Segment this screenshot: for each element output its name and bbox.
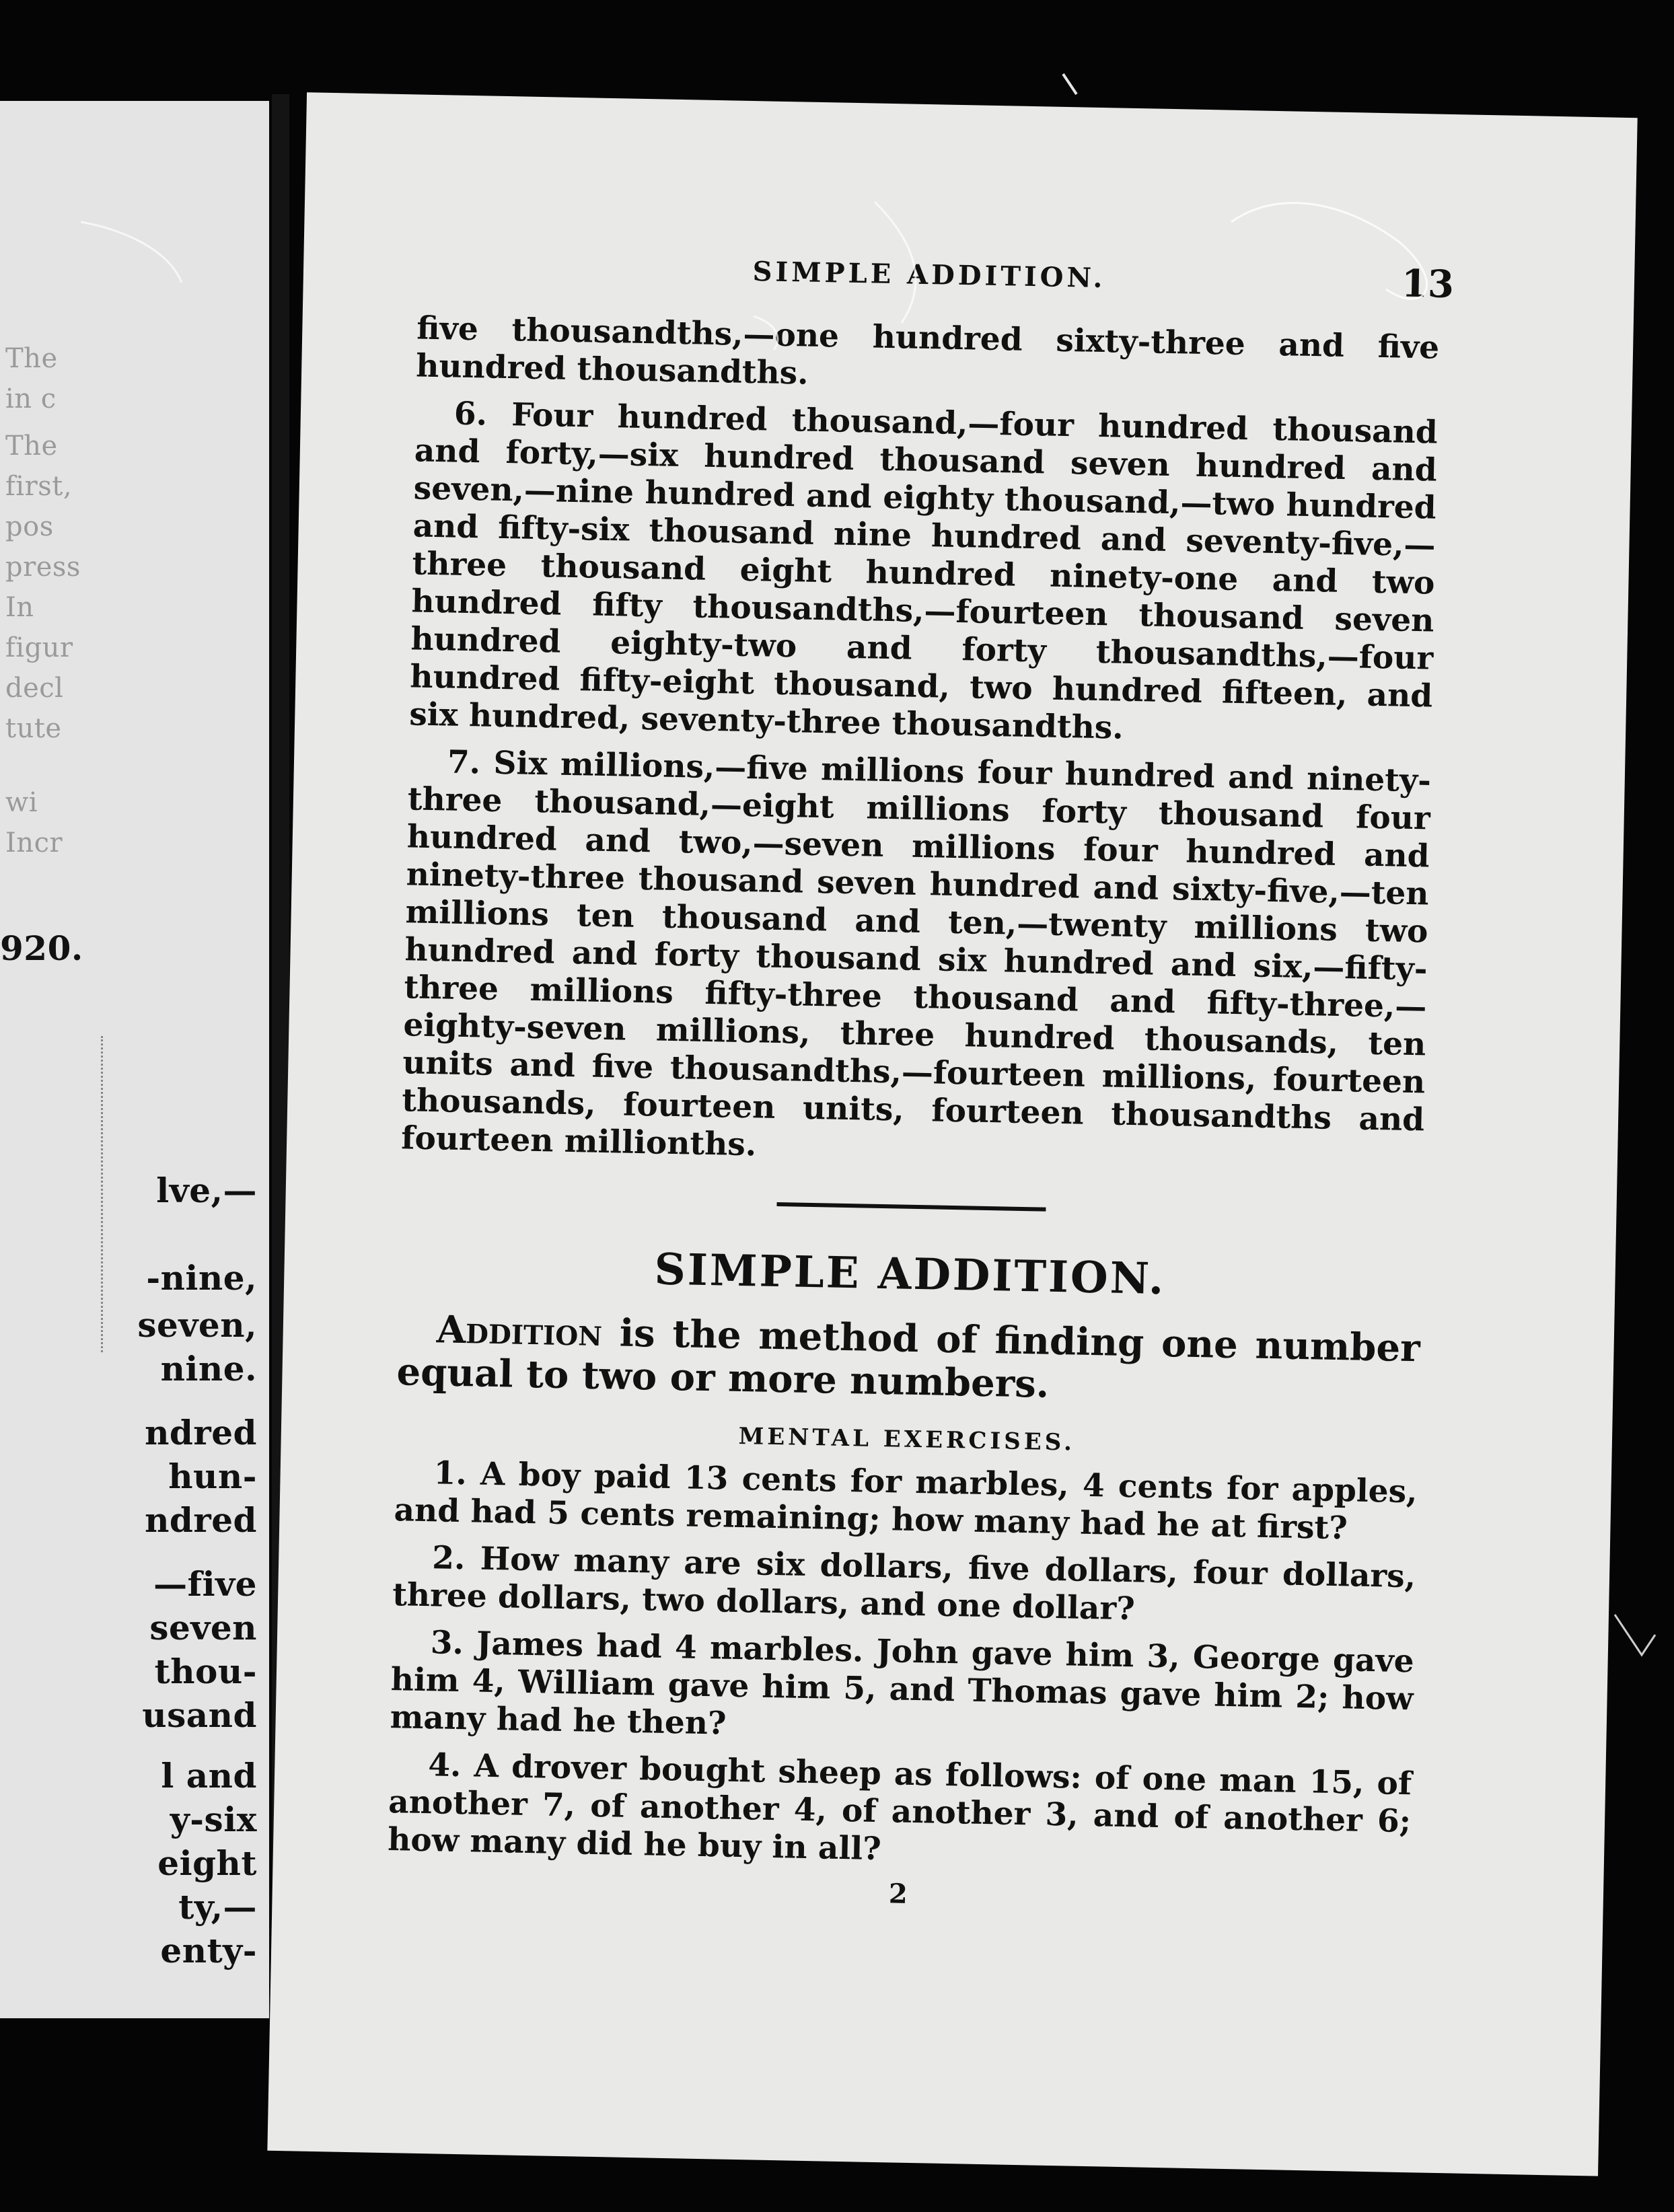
left-faint-line: The: [5, 343, 58, 374]
left-text-fragment: eight: [157, 1843, 257, 1883]
left-text-fragment: y-six: [170, 1800, 257, 1839]
left-faint-line: figur: [5, 632, 73, 663]
section-title: SIMPLE ADDITION.: [653, 1244, 1167, 1305]
left-faint-line: Incr: [5, 827, 63, 858]
left-faint-line: In: [5, 592, 34, 623]
definition-paragraph: [396, 1307, 1420, 1413]
paragraph-continuation: five thousandths,—one hundred sixty-three and five hundred thousandths.: [415, 309, 1440, 392]
mental-exercise-1: 1. A boy paid 13 cents for marbles, 4 cents for apples, and had 5 cents remaining; how many had he at first?: [394, 1454, 1418, 1547]
signature-mark: 2: [888, 1878, 908, 1910]
left-text-fragment: nine.: [160, 1349, 257, 1389]
left-text-fragment: ndred: [145, 1413, 257, 1452]
section-rule: [776, 1202, 1046, 1212]
left-faint-line: pos: [5, 511, 54, 542]
left-text-fragment: 920.: [0, 928, 83, 968]
exercise-paragraph-7: 7. Six millions,—five millions four hundred and ninety-three thousand,—eight millions forty thousand four hundred and two,—seven millions four hundred and ninety-three thousand seven hundred and sixty-five,—ten millions ten thousand and ten,—twenty millions two hundred and forty thousand six hundred and six,—fifty-three millions fifty-three thousand and fifty-three,—eighty-seven millions, three hundred thousands, ten units and five thousandths,—fourteen millions, fourteen thousands, fourteen units, fourteen thousandths and fourteen millionths.: [400, 743, 1432, 1164]
left-text-fragment: l and: [161, 1756, 257, 1796]
left-text-fragment: ndred: [145, 1500, 257, 1540]
left-faint-line: press: [5, 552, 81, 583]
left-text-fragment: thou-: [154, 1652, 257, 1691]
left-text-fragment: hun-: [168, 1457, 257, 1496]
left-text-fragment: lve,—: [156, 1171, 257, 1210]
left-faint-line: wi: [5, 787, 38, 818]
dotted-leader: [101, 1036, 103, 1352]
left-text-fragment: —five: [153, 1564, 257, 1604]
defined-term: Addition: [436, 1307, 603, 1356]
left-text-fragment: -nine,: [146, 1258, 257, 1298]
running-title: SIMPLE ADDITION.: [752, 256, 1106, 295]
exercise-paragraph-6: 6. Four hundred thousand,—four hundred thousand and forty,—six hundred thousand seven hundred and seven,—nine hundred and eighty thousand,—two hundred and fifty-six thousand nine hundred and seventy-five,—three thousand eight hundred ninety-one and two hundred fifty thousandths,—fourteen thousand seven hundred eighty-two and forty thousandths,—four hundred fifty-eight thousand, two hundred fifteen, and six hundred, seventy-three thousandths.: [408, 395, 1439, 747]
mental-exercise-4: 4. A drover bought sheep as follows: of one man 15, of another 7, of another 4, of another 3, and of another 6; how many did he buy in all?: [387, 1746, 1412, 1868]
page-content: [387, 249, 1455, 1919]
left-faint-line: decl: [5, 673, 64, 704]
left-text-fragment: seven,: [137, 1305, 257, 1345]
mental-exercise-2: 2. How many are six dollars, five dollars, four dollars, three dollars, two dollars, and one dollar?: [392, 1539, 1416, 1628]
left-text-fragment: usand: [142, 1695, 257, 1735]
left-text-fragment: enty-: [160, 1931, 257, 1970]
left-faint-line: first,: [5, 471, 73, 502]
left-text-fragment: ty,—: [178, 1887, 257, 1927]
exercises-heading: MENTAL EXERCISES.: [738, 1422, 1076, 1457]
mental-exercise-3: 3. James had 4 marbles. John gave him 3, George gave him 4, William gave him 5, and Thomas gave him 2; how many had he then?: [390, 1624, 1415, 1742]
previous-page-fragment: [0, 101, 269, 2018]
definition-text: is the method of finding one number equal to two or more numbers.: [396, 1311, 1421, 1407]
book-page: [267, 92, 1637, 2176]
left-faint-line: The: [5, 431, 58, 462]
page-number: 13: [1401, 261, 1455, 307]
left-faint-line: tute: [5, 713, 62, 744]
left-faint-line: in c: [5, 383, 57, 414]
left-text-fragment: seven: [149, 1608, 257, 1648]
